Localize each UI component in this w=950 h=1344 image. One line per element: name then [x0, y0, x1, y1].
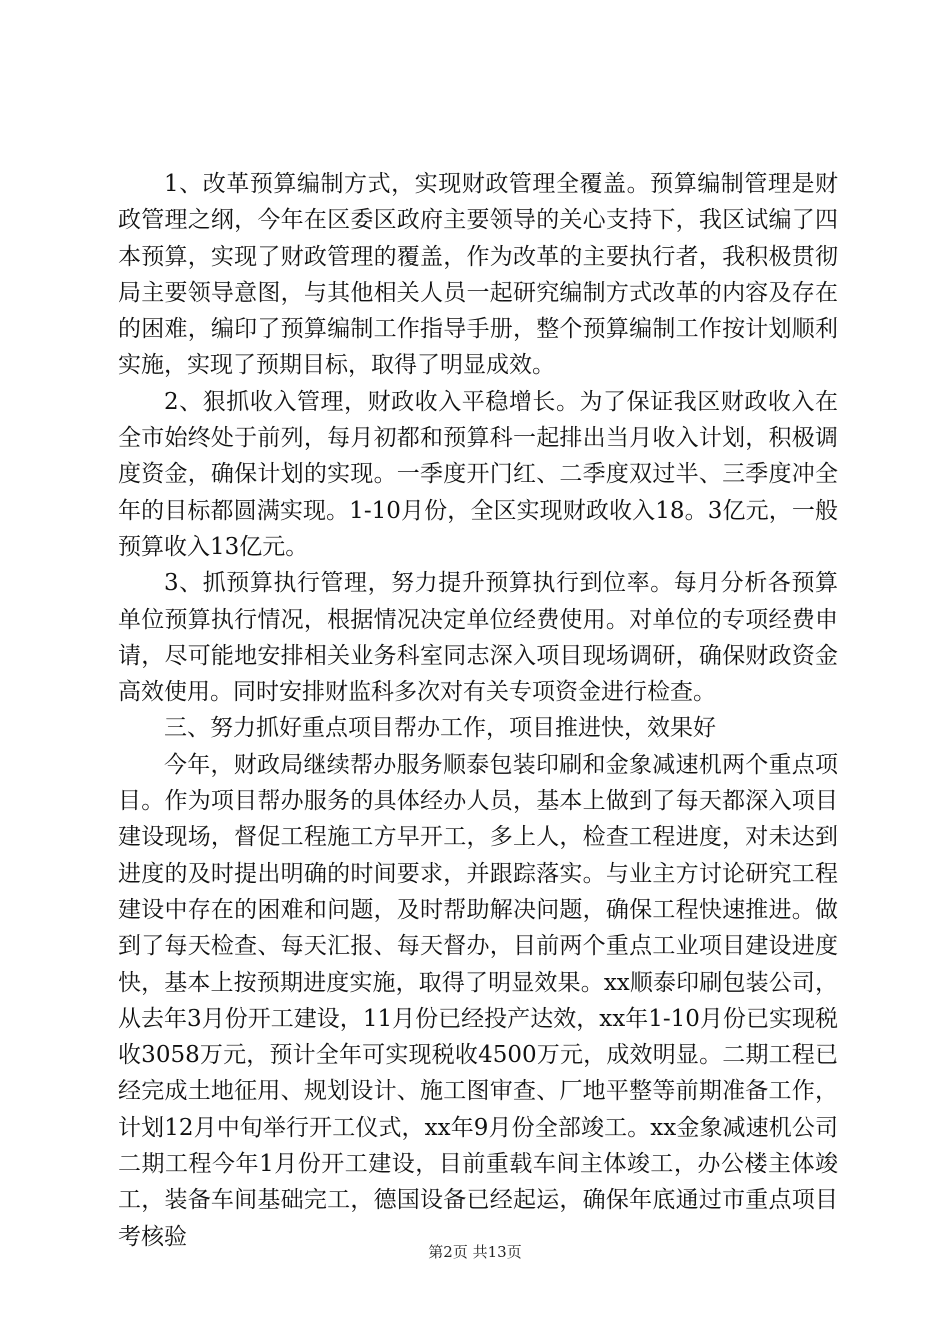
- page-footer: 第2页 共13页: [428, 1243, 522, 1261]
- paragraph-budget-execution: 3、抓预算执行管理，努力提升预算执行到位率。每月分析各预算单位预算执行情况，根据情况决定单位经费使用。对单位的专项经费申请，尽可能地安排相关业务科室同志深入项目现场调研，确保财政资金高效使用。同时安排财监科多次对有关专项资金进行检查。: [118, 570, 838, 706]
- paragraph-budget-reform: 1、改革预算编制方式，实现财政管理全覆盖。预算编制管理是财政管理之纲，今年在区委区政府主要领导的关心支持下，我区试编了四本预算，实现了财政管理的覆盖，作为改革的主要执行者，我积极贯彻局主要领导意图，与其他相关人员一起研究编制方式改革的内容及存在的困难，编印了预算编制工作指导手册，整个预算编制工作按计划顺利实施，实现了预期目标，取得了明显成效。: [118, 171, 838, 379]
- paragraph-revenue-management: 2、狠抓收入管理，财政收入平稳增长。为了保证我区财政收入在全市始终处于前列，每月初都和预算科一起排出当月收入计划，积极调度资金，确保计划的实现。一季度开门红、二季度双过半、三季度冲全年的目标都圆满实现。1-10月份，全区实现财政收入18。3亿元，一般预算收入13亿元。: [118, 388, 838, 560]
- paragraph-key-projects: 今年，财政局继续帮办服务顺泰包装印刷和金象减速机两个重点项目。作为项目帮办服务的具体经办人员，基本上做到了每天都深入项目建设现场，督促工程施工方早开工，多上人，检查工程进度，对未达到进度的及时提出明确的时间要求，并跟踪落实。与业主方讨论研究工程建设中存在的困难和问题，及时帮助解决问题，确保工程快速推进。做到了每天检查、每天汇报、每天督办，目前两个重点工业项目建设进度快，基本上按预期进度实施，取得了明显效果。xx顺泰印刷包装公司，从去年3月份开工建设，11月份已经投产达效，xx年1-10月份已实现税收3058万元，预计全年可实现税收4500万元，成效明显。二期工程已经完成土地征用、规划设计、施工图审查、厂地平整等前期准备工作，计划12月中旬举行开工仪式，xx年9月份全部竣工。xx金象减速机公司二期工程今年1月份开工建设，目前重载车间主体竣工，办公楼主体竣工，装备车间基础完工，德国设备已经起运，确保年底通过市重点项目考核验: [118, 751, 838, 1250]
- section-heading-key-projects: 三、努力抓好重点项目帮办工作，项目推进快，效果好: [164, 715, 716, 742]
- document-body: [118, 166, 838, 1255]
